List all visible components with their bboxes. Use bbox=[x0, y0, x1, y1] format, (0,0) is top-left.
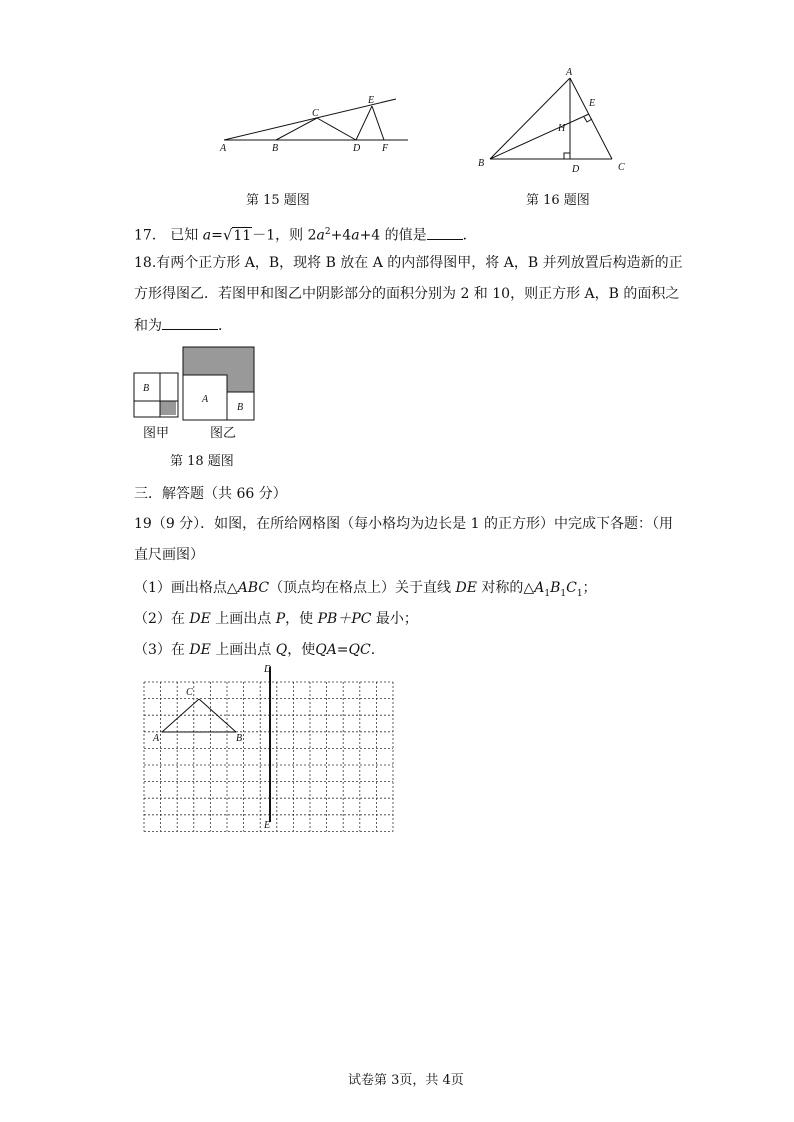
q19-line2: 直尺画图） bbox=[134, 547, 204, 563]
figure-18-caption: 第 18 题图 bbox=[170, 454, 234, 469]
figure-15 bbox=[218, 88, 418, 158]
q19-sub2-p1: （2）在 bbox=[134, 611, 185, 627]
q19-sub2-expr: PB＋PC bbox=[317, 611, 372, 627]
q18-line3-end: ． bbox=[218, 318, 232, 334]
label-A: A bbox=[220, 143, 227, 154]
figure-16 bbox=[472, 64, 632, 176]
label-C: C bbox=[186, 687, 193, 698]
label-F: F bbox=[382, 143, 389, 154]
q17-var-a: a bbox=[202, 227, 212, 244]
figure-15-diagram bbox=[218, 88, 418, 158]
label-E: E bbox=[589, 98, 596, 109]
label-D: D bbox=[572, 164, 580, 175]
label-E: E bbox=[264, 820, 271, 831]
q19-sub2-p: P bbox=[275, 611, 286, 627]
label-E: E bbox=[368, 95, 375, 106]
q19-sub1-c: C bbox=[566, 580, 577, 596]
section-3-title: 三．解答题（共 66 分） bbox=[134, 486, 287, 502]
label-yi: 图乙 bbox=[210, 426, 237, 441]
q18-line2: 方形得图乙．若图甲和图乙中阴影部分的面积分别为 2 和 10，则正方形 A，B 的面积之 bbox=[134, 286, 680, 302]
label-jia: 图甲 bbox=[143, 426, 170, 441]
q17-suffix: +4 的值是 bbox=[359, 227, 427, 244]
q19-sub2-p2: 上画出点 bbox=[215, 611, 272, 627]
q19-sub2 bbox=[134, 609, 418, 629]
q19-sub3 bbox=[134, 640, 375, 660]
q18-line3 bbox=[134, 315, 232, 336]
answer-blank[interactable] bbox=[427, 225, 463, 240]
q19-sub3-expr: QA=QC bbox=[315, 642, 371, 658]
grid-diagram bbox=[140, 662, 400, 832]
q17-plus4: +4 bbox=[330, 227, 352, 244]
q19-sub3-q: Q bbox=[275, 642, 288, 658]
label-A: A bbox=[566, 67, 573, 78]
label-B: B bbox=[272, 143, 279, 154]
label-C: C bbox=[312, 108, 319, 119]
q19-sub1-de: DE bbox=[455, 580, 477, 596]
q18-line1: 18.有两个正方形 A，B，现将 B 放在 A 的内部得图甲，将 A，B 并列放置后构造新的正 bbox=[134, 255, 683, 271]
figure-16-caption: 第 16 题图 bbox=[526, 193, 590, 208]
q19-sub1-b: B bbox=[550, 580, 561, 596]
figure-18-diagram bbox=[132, 346, 258, 422]
q19-sub3-p2: 上画出点 bbox=[215, 642, 272, 658]
q19-sub1-p1: （1）画出格点△ bbox=[134, 580, 238, 596]
q19-sub1-p4: ； bbox=[582, 580, 597, 596]
page-footer: 试卷第 3页，共 4页 bbox=[348, 1073, 464, 1088]
q17-radicand: 11 bbox=[233, 227, 252, 244]
label-A-yi: A bbox=[202, 394, 209, 405]
q19-sub3-p4: . bbox=[370, 642, 376, 658]
answer-blank[interactable] bbox=[162, 315, 218, 330]
q19-sub3-de: DE bbox=[189, 642, 211, 658]
grid-lines bbox=[144, 682, 393, 831]
q19-sub3-p3: ，使 bbox=[287, 642, 316, 658]
q17-end: ． bbox=[462, 227, 477, 244]
q17-sup2: 2 bbox=[324, 227, 331, 237]
q19-sub1-abc: ABC bbox=[237, 580, 270, 596]
figure-18 bbox=[132, 346, 258, 422]
q19-sub1-s1: 1 bbox=[544, 588, 551, 599]
figure-jia bbox=[134, 373, 178, 417]
q19-sub1-s2: 1 bbox=[560, 588, 567, 599]
q17-eq: = bbox=[211, 227, 223, 244]
label-A: A bbox=[153, 733, 160, 744]
question-17 bbox=[134, 222, 477, 246]
figure-15-caption: 第 15 题图 bbox=[246, 193, 310, 208]
figure-yi bbox=[183, 347, 254, 420]
q19-sub1-p2: （顶点均在格点上）关于直线 bbox=[269, 580, 452, 596]
q19-sub1-s3: 1 bbox=[576, 588, 583, 599]
label-B-jia: B bbox=[143, 383, 150, 394]
q19-sub1-p3: 对称的△ bbox=[481, 580, 535, 596]
q19-sub1 bbox=[134, 578, 597, 604]
q17-a2: a bbox=[316, 227, 325, 244]
q19-line1: 19（9 分）．如图，在所给网格图（每小格均为边长是 1 的正方形）中完成下各题：（用 bbox=[134, 516, 673, 532]
sqrt-icon: √ bbox=[222, 225, 233, 244]
q19-sub3-p1: （3）在 bbox=[134, 642, 185, 658]
figure-16-diagram bbox=[472, 64, 632, 176]
label-C: C bbox=[618, 162, 625, 173]
q19-sub2-de: DE bbox=[189, 611, 211, 627]
label-D: D bbox=[353, 143, 361, 154]
q17-number: 17． bbox=[134, 227, 166, 244]
q19-sub2-p3: ，使 bbox=[285, 611, 314, 627]
q17-minus-one: －1，则 2 bbox=[252, 227, 317, 244]
label-B-yi: B bbox=[237, 402, 244, 413]
figure-19-grid bbox=[140, 662, 400, 832]
q18-line3-text: 和为 bbox=[134, 318, 162, 334]
q17-prefix: 已知 bbox=[170, 227, 199, 244]
label-D: D bbox=[264, 664, 272, 675]
q19-sub2-p4: 最小； bbox=[375, 611, 418, 627]
q19-sub1-a: A bbox=[534, 580, 545, 596]
q17-a3: a bbox=[351, 227, 360, 244]
label-B: B bbox=[236, 733, 243, 744]
label-H: H bbox=[558, 123, 566, 134]
label-B: B bbox=[478, 158, 485, 169]
